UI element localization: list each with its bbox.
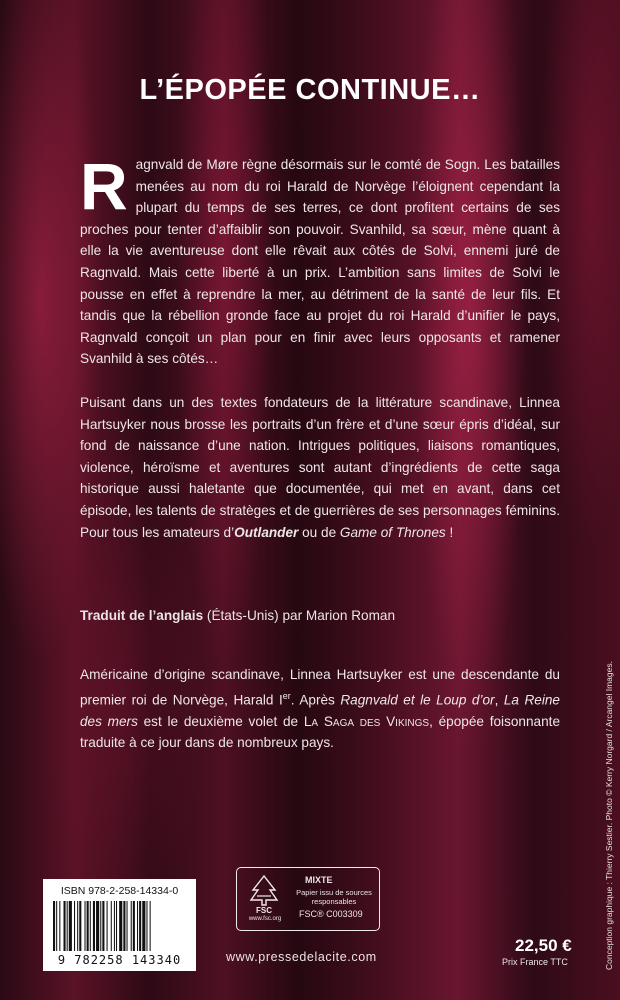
fsc-description: Papier issu de sources responsables: [296, 888, 372, 906]
barcode-bar: [111, 901, 112, 951]
barcode-bar: [146, 901, 147, 951]
barcode-bar: [56, 901, 57, 951]
presentation-paragraph: [80, 392, 560, 543]
cover-heading: L’ÉPOPÉE CONTINUE…: [139, 74, 481, 106]
barcode-bar: [96, 901, 99, 951]
author-bio-paragraph: [80, 664, 560, 754]
barcode-bar: [150, 901, 151, 951]
synopsis-paragraph: [80, 149, 560, 370]
barcode-number: 9 782258 143340: [57, 953, 182, 967]
barcode-bar: [102, 901, 104, 951]
barcode-bar: [119, 901, 122, 951]
bio-superscript: er: [282, 690, 291, 701]
translation-credit-bold: Traduit de l’anglais: [80, 608, 204, 623]
barcode-bar: [87, 901, 89, 951]
presentation-text-3: !: [445, 524, 454, 540]
bio-text-3: ,: [494, 692, 504, 708]
barcode-bar: [93, 901, 95, 951]
fsc-code: FSC® C003309: [299, 909, 363, 919]
price: 22,50 €: [515, 936, 572, 955]
fsc-mixte: MIXTE: [305, 875, 333, 885]
bio-text-4: est le deuxième volet de: [137, 713, 304, 729]
bio-text-5: , épopée foisonnante traduite à ce jour dans de nombreux pays.: [80, 713, 561, 751]
barcode-block: [43, 879, 196, 971]
barcode-bar: [123, 901, 125, 951]
barcode-bar: [137, 901, 138, 951]
translation-credit-rest: (États-Unis) par Marion Roman: [203, 608, 396, 623]
bio-text-1: Américaine d’origine scandinave, Linnea Hartsuyker est une descendante du premier roi de Norvège, Harald I: [80, 667, 560, 708]
design-credit: [604, 661, 616, 970]
series-name: La Saga des Vikings: [303, 713, 430, 729]
barcode-bar: [64, 901, 66, 951]
barcode-bar: [100, 901, 101, 951]
fsc-logo-text: FSC: [256, 906, 272, 914]
barcode-bar: [114, 901, 115, 951]
price-note: Prix France TTC: [502, 957, 568, 967]
barcode-bar: [116, 901, 117, 951]
bio-text-2: . Après: [290, 692, 341, 708]
publisher-website[interactable]: www.pressedelacite.com: [226, 950, 377, 964]
barcode-bar: [59, 901, 60, 951]
synopsis-text: agnvald de Møre règne désormais sur le comté de Sogn. Les batailles menées au nom du roi Harald de Norvège l’éloignent cependant la plupart du temps de ses terres, ce dont profitent certains de ses proches pour tenter d’affaiblir son pouvoir. Svanhild, sa sœur, mène quant à elle la vie aventureuse dont elle rêvait aux côtés de Solvi, ennemi juré de Ragnvald. Mais cette liberté à un prix. L’ambition sans limites de Solvi le pousse en effet à reprendre la mer, au détriment de la santé de leur fils. Et tandis que la rébellion gronde face au projet du roi Harald d’unifier le pays, Ragnvald conçoit un plan pour en finir avec leurs opposants et ramener Svanhild à ses côtés…: [80, 157, 560, 367]
barcode-bar: [139, 901, 141, 951]
barcode-bar: [85, 901, 86, 951]
title-ragnvald: Ragnvald et le Loup d’or: [340, 692, 495, 708]
fsc-url: www.fsc.org: [248, 916, 282, 922]
presentation-text-2: ou de: [298, 524, 340, 540]
title-outlander: Outlander: [234, 524, 299, 540]
barcode-bar: [74, 901, 75, 951]
barcode-bar: [133, 901, 135, 951]
barcode-icon: [51, 901, 191, 951]
barcode-bar: [127, 901, 128, 951]
fsc-tree-icon: [247, 874, 281, 914]
title-game-of-thrones: Game of Thrones: [339, 524, 446, 540]
title-reine-des-mers: La Reine des mers: [80, 692, 560, 729]
translation-credit: [80, 608, 395, 623]
barcode-bar: [79, 901, 81, 951]
barcode-bar: [53, 901, 55, 951]
presentation-text-1: Puisant dans un des textes fondateurs de la littérature scandinave, Linnea Hartsuyker nous brosse les portraits d’un frère et d’une sœur épris d’idéal, sur fond de naissance d’une nation. Intrigues politiques, liaisons romantiques, violence, héroïsme et aventures sont autant d’ingrédients de cette saga historique aussi haletante que documentée, qui met en avant, dans cet épisode, les talents de stratèges et de guerrières de ses personnages féminins. Pour tous les amateurs d’: [80, 395, 560, 540]
isbn-label: ISBN 978-2-258-14334-0: [60, 885, 179, 897]
barcode-bar: [77, 901, 78, 951]
barcode-bar: [69, 901, 72, 951]
barcode-bar: [142, 901, 145, 951]
barcode-bar: [107, 901, 108, 951]
barcode-bar: [67, 901, 68, 951]
barcode-bar: [90, 901, 91, 951]
fsc-label: [236, 867, 380, 931]
drop-cap: R: [80, 149, 128, 223]
design-credit-text: Conception graphique : Thierry Sestier. Photo © Kerry Norgard / Arcangel Images.: [604, 661, 614, 970]
barcode-bar: [131, 901, 132, 951]
